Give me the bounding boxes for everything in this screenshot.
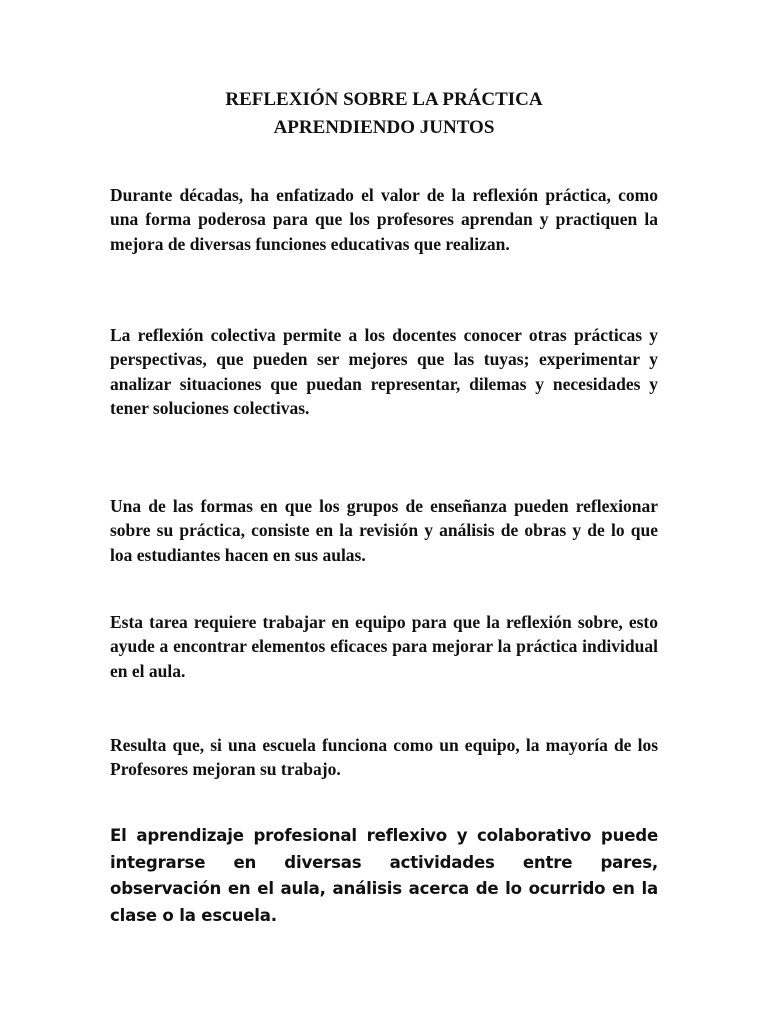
paragraph-grupos-ensenanza: Una de las formas en que los grupos de enseñanza pueden reflexionar sobre su práctica, consiste en la revisión y análisis de obras y de lo que loa estudiantes hacen en sus aulas. — [110, 496, 658, 565]
paragraph-escuela-equipo: Resulta que, si una escuela funciona como un equipo, la mayoría de los Profesores mejoran su trabajo. — [110, 735, 658, 780]
paragraph-reflexion-colectiva: La reflexión colectiva permite a los docentes conocer otras prácticas y perspectivas, que pueden ser mejores que las tuyas; experimentar y analizar situaciones que puedan representar, dilemas y necesidades y tener soluciones colectivas. — [110, 325, 658, 418]
document-subtitle: APRENDIENDO JUNTOS — [273, 117, 495, 138]
paragraph-reflexion-practica: Durante décadas, ha enfatizado el valor de la reflexión práctica, como una forma poderosa para que los profesores aprendan y practiquen la mejora de diversas funciones educativas que realizan. — [110, 185, 658, 254]
paragraph-aprendizaje-profesional: El aprendizaje profesional reflexivo y colaborativo puede integrarse en diversas actividades entre pares, observación en el aula, análisis acerca de lo ocurrido en la clase o la escuela. — [110, 826, 658, 925]
paragraph-trabajo-equipo: Esta tarea requiere trabajar en equipo para que la reflexión sobre, esto ayude a encontrar elementos eficaces para mejorar la práctica individual en el aula. — [110, 612, 658, 681]
document-title: REFLEXIÓN SOBRE LA PRÁCTICA — [225, 89, 543, 110]
